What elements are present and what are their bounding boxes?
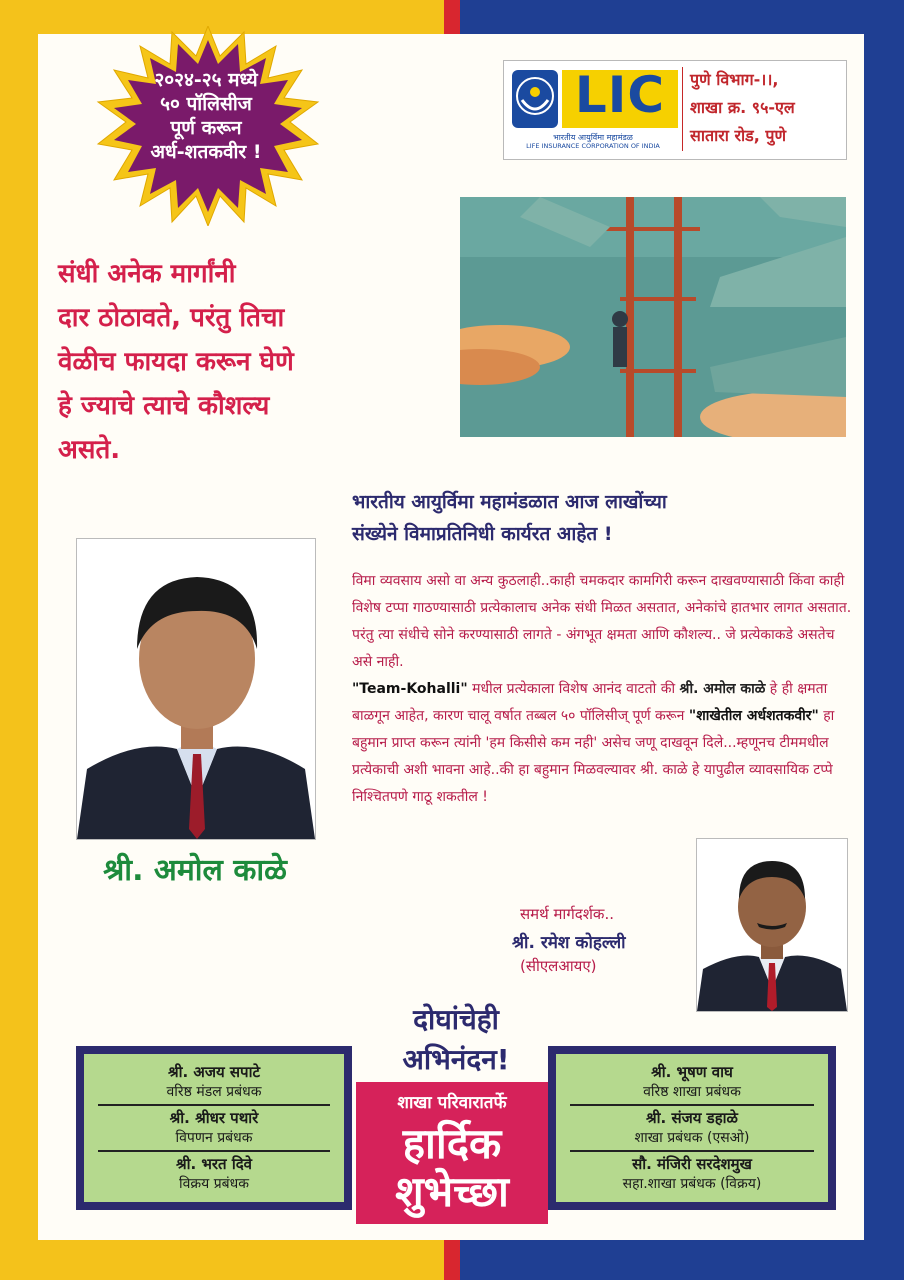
official-row: श्री. संजय डहाळे शाखा प्रबंधक (एसओ) <box>634 1109 750 1146</box>
ladder-illustration <box>460 197 846 437</box>
lic-emblem-icon <box>512 70 558 128</box>
section-heading: भारतीय आयुर्विमा महामंडळात आज लाखोंच्या संख्येने विमाप्रतिनिधी कार्यरत आहेत ! <box>352 491 667 545</box>
honoree-photo <box>76 538 316 840</box>
team-name: "Team-Kohalli" <box>352 681 468 697</box>
starburst-text: २०२४-२५ मध्ये ५० पॉलिसीज पूर्ण करून अर्ध-शतकवीर ! <box>150 69 262 163</box>
divider-line <box>570 1150 814 1152</box>
lic-hindi-name: भारतीय आयुर्विमा महामंडळ <box>553 133 633 142</box>
lic-letters: LIC <box>574 66 666 124</box>
honoree-name: श्री. अमोल काळे <box>103 853 287 888</box>
honoree-name-inline: श्री. अमोल काळे <box>679 681 766 697</box>
divider-line <box>98 1104 330 1106</box>
congratulations-text: दोघांचेही अभिनंदन! <box>402 1003 510 1076</box>
greeting-subtitle: शाखा परिवारातर्फे <box>397 1093 507 1113</box>
official-row: सौ. मंजिरी सरदेशमुख सहा.शाखा प्रबंधक (विक्रय) <box>622 1155 762 1192</box>
mentor-name: श्री. रमेश कोहल्ली <box>512 933 626 953</box>
official-row: श्री. श्रीधर पथारे विपणन प्रबंधक <box>169 1109 259 1146</box>
mentor-photo <box>696 838 848 1012</box>
branch-address: पुणे विभाग-।।, शाखा क्र. ९५-एल सातारा रोड, पुणे <box>690 70 795 145</box>
divider-line <box>570 1104 814 1106</box>
greeting-main: हार्दिक शुभेच्छा <box>395 1119 509 1216</box>
right-officials-panel <box>548 1046 836 1210</box>
left-officials-panel <box>76 1046 352 1210</box>
official-row: श्री. भूषण वाघ वरिष्ठ शाखा प्रबंधक <box>643 1063 741 1100</box>
official-row: श्री. अजय सपाटे वरिष्ठ मंडल प्रबंधक <box>166 1063 262 1100</box>
lic-english-name: LIFE INSURANCE CORPORATION OF INDIA <box>526 142 660 150</box>
mentor-label: समर्थ मार्गदर्शक.. <box>520 905 614 923</box>
mentor-title: (सीएलआयए) <box>520 957 597 975</box>
quote-text: संधी अनेक मार्गांनी दार ठोठावते, परंतु तिचा वेळीच फायदा करून घेणे हे ज्याचे त्याचे कौशल्य असते. <box>58 259 294 465</box>
lic-divider <box>682 67 683 151</box>
body-paragraph: विमा व्यवसाय असो वा अन्य कुठलाही..काही चमकदार कामगिरी करून दाखवण्यासाठी किंवा काही विशेष टप्पा गाठण्यासाठी प्रत्येकालाच अनेक संधी मिळत असतात, अनेकांचे हातभार लागत असतात. परंतु त्या संधीचे सोने करण्यासाठी लागते - अंगभूत क्षमता आणि कौशल्य.. जे प्रत्येकाकडे असतेच असे नाही. "Team-Kohalli" मधील प्रत्येकाला विशेष आनंद वाटतो की श्री. अमोल काळे हे ही क्षमता बाळगून आहेत, कारण चालू वर्षात तब्बल ५० पॉलिसीज् पूर्ण करून "शाखेतील अर्धशतकवीर" हा बहुमान प्राप्त करून त्यांनी 'हम किसीसे कम नही' असेच जणू दाखवून दिले...म्हणूनच टीममधील प्रत्येकाची अशी भावना आहे..की हा बहुमान मिळवल्यावर श्री. काळे हे यापुढील व्यावसायिक टप्पे निश्चितपणे गाठू शकतील ! <box>352 573 852 805</box>
official-row: श्री. भरत दिवे विक्रय प्रबंधक <box>175 1155 253 1192</box>
divider-line <box>98 1150 330 1152</box>
